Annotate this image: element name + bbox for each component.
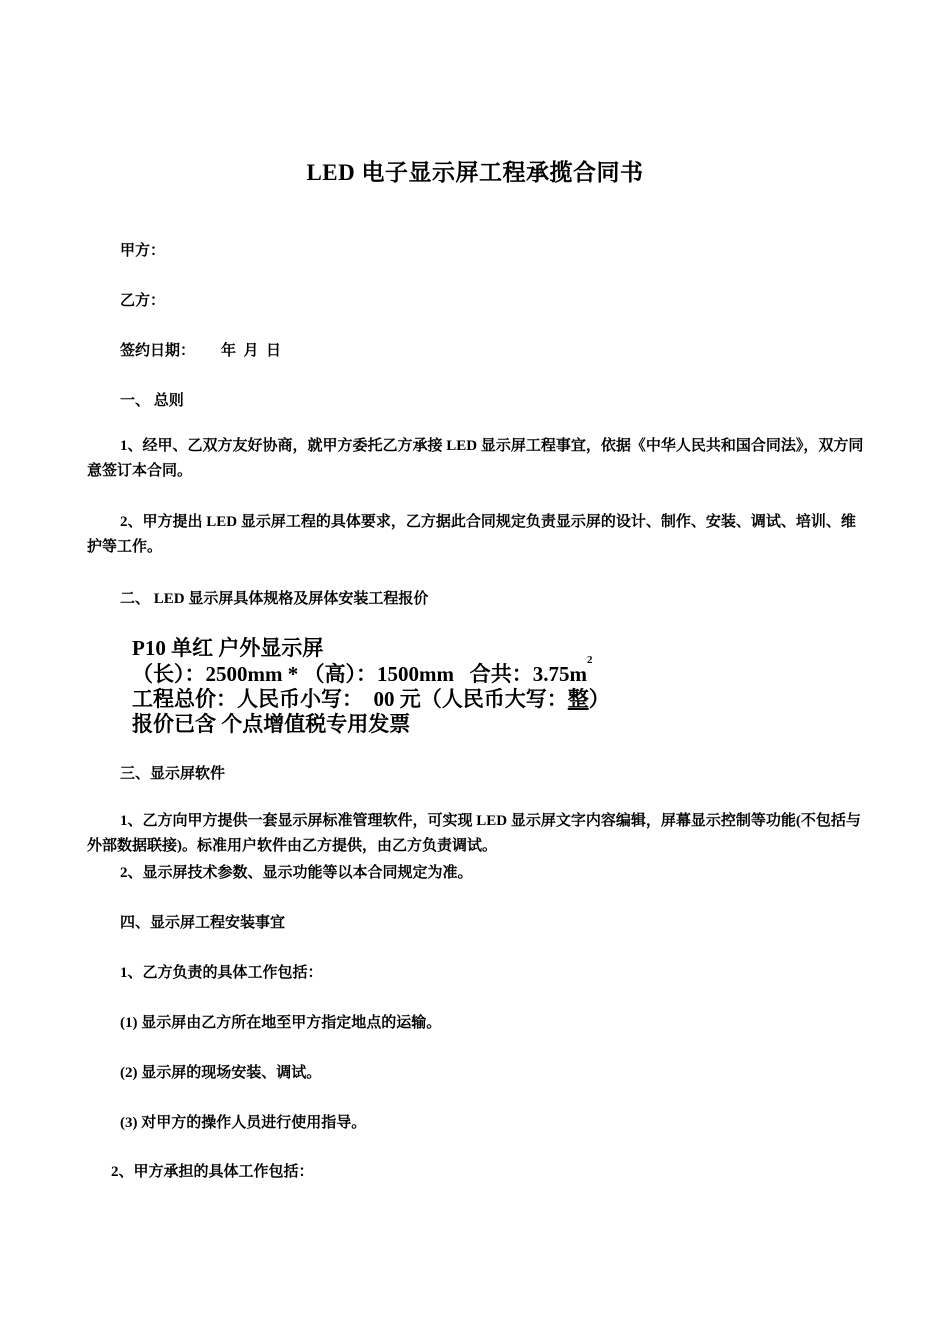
section4-heading: 四、显示屏工程安装事宜	[120, 915, 286, 931]
section4-sub-2: (2) 显示屏的现场安装、调试。	[120, 1065, 322, 1081]
party-a-label: 甲方：	[120, 243, 166, 259]
price-upper: 整	[567, 687, 589, 711]
section1-paragraph-1: 1、经甲、乙双方友好协商，就甲方委托乙方承接 LED 显示屏工程事宜，依据《中华人民共和国合同法》，双方同意签订本合同。	[87, 438, 864, 479]
spec-name: P10 单红 户外显示屏	[132, 636, 324, 660]
section3-paragraph-2: 2、显示屏技术参数、显示功能等以本合同规定为准。	[120, 865, 473, 881]
section4-sub-1: (1) 显示屏由乙方所在地至甲方指定地点的运输。	[120, 1015, 442, 1031]
section3-heading: 三、显示屏软件	[120, 766, 226, 782]
section4-sub-3: (3) 对甲方的操作人员进行使用指导。	[120, 1115, 367, 1131]
section1-paragraph-2: 2、甲方提出 LED 显示屏工程的具体要求，乙方据此合同规定负责显示屏的设计、制作、安装、调试、培训、维护等工作。	[87, 514, 856, 555]
section3-paragraph-1: 1、乙方向甲方提供一套显示屏标准管理软件，可实现 LED 显示屏文字内容编辑，屏幕显示控制等功能(不包括与外部数据联接)。标准用户软件由乙方提供，由乙方负责调试。	[87, 813, 861, 854]
sign-date-value: 年 月 日	[221, 343, 282, 359]
section4-item-2: 2、甲方承担的具体工作包括：	[111, 1164, 314, 1180]
sign-date-row	[120, 339, 281, 360]
area-superscript: 2	[586, 654, 593, 666]
tax-note: 报价已含 个点增值税专用发票	[132, 712, 411, 736]
price-prefix: 工程总价：人民币小写： 00 元（人民币大写：	[132, 687, 568, 711]
section4-item-1: 1、乙方负责的具体工作包括：	[120, 965, 323, 981]
party-b-label: 乙方：	[120, 293, 166, 309]
section2-heading: 二、 LED 显示屏具体规格及屏体安装工程报价	[120, 591, 429, 607]
section1-heading: 一、 总则	[120, 393, 184, 409]
price-suffix: ）	[588, 687, 610, 711]
sign-date-label: 签约日期：	[120, 343, 196, 359]
spec-dimensions: （长）：2500mm * （高）：1500mm 合共：3.75m	[132, 662, 587, 686]
page-title: LED 电子显示屏工程承揽合同书	[306, 160, 644, 185]
